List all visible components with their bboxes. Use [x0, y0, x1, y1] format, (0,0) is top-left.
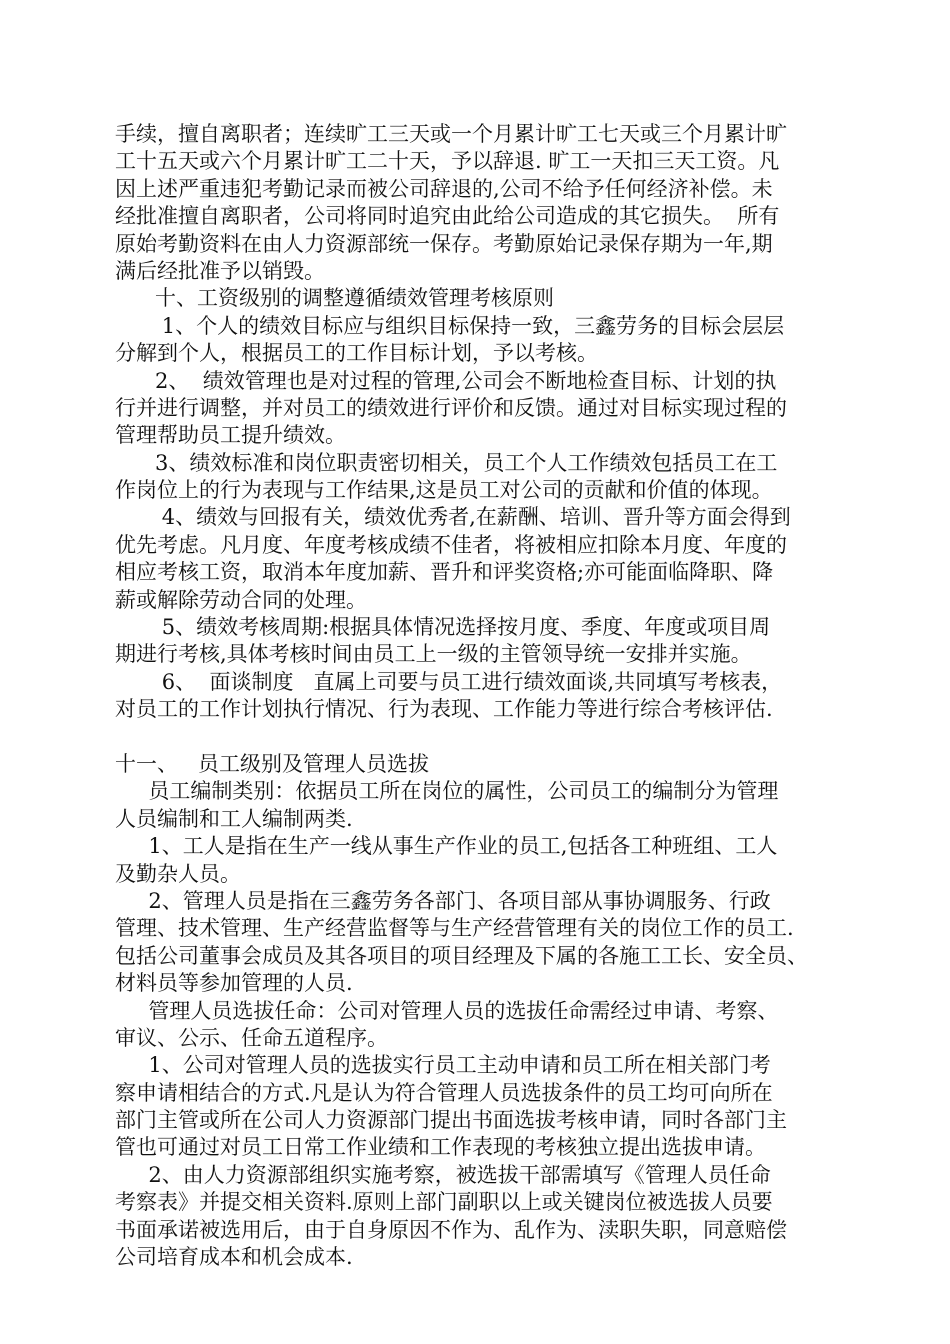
text-line: 相应考核工资，取消本年度加薪、晋升和评奖资格;亦可能面临降职、降 [115, 560, 774, 585]
text-line: 对员工的工作计划执行情况、行为表现、工作能力等进行综合考核评估. [115, 697, 773, 722]
text-line: 部门主管或所在公司人力资源部门提出书面选拔考核申请，同时各部门主 [115, 1108, 787, 1133]
text-line: 经批准擅自离职者，公司将同时追究由此给公司造成的其它损失。 所有 [115, 204, 780, 229]
text-line: 2、 绩效管理也是对过程的管理,公司会不断地检查目标、计划的执 [115, 368, 777, 393]
text-line: 管理人员选拔任命：公司对管理人员的选拔任命需经过申请、考察、 [115, 998, 779, 1023]
text-line: 满后经批准予以销毁。 [115, 258, 325, 283]
section-heading: 十、工资级别的调整遵循绩效管理考核原则 [115, 286, 555, 311]
text-line: 手续，擅自离职者；连续旷工三天或一个月累计旷工七天或三个月累计旷 [115, 122, 787, 146]
text-line: 管理、技术管理、生产经营监督等与生产经营管理有关的岗位工作的员工. [115, 916, 794, 941]
text-line: 管也可通过对员工日常工作业绩和工作表现的考核独立提出选拔申请。 [115, 1135, 766, 1160]
text-line: 原始考勤资料在由人力资源部统一保存。考勤原始记录保存期为一年,期 [115, 231, 773, 256]
text-line: 员工编制类别：依据员工所在岗位的属性，公司员工的编制分为管理 [115, 779, 779, 804]
section-heading: 十一、 员工级别及管理人员选拔 [115, 751, 430, 776]
text-line: 人员编制和工人编制两类. [115, 806, 353, 831]
text-line: 因上述严重违犯考勤记录而被公司辞退的,公司不给予任何经济补偿。未 [115, 176, 773, 201]
text-line: 1、个人的绩效目标应与组织目标保持一致，三鑫劳务的目标会层层 [115, 313, 785, 338]
text-line: 审议、公示、任命五道程序。 [115, 1025, 388, 1050]
document-body [115, 121, 845, 1271]
text-line: 材料员等参加管理的人员. [115, 971, 353, 996]
text-line: 1、工人是指在生产一线从事生产作业的员工,包括各工种班组、工人 [115, 834, 778, 859]
text-line: 2、管理人员是指在三鑫劳务各部门、各项目部从事协调服务、行政 [115, 888, 771, 913]
text-line: 及勤杂人员。 [115, 861, 241, 886]
text-line: 1、公司对管理人员的选拔实行员工主动申请和员工所在相关部门考 [115, 1053, 771, 1078]
text-line: 书面承诺被选用后，由于自身原因不作为、乱作为、渎职失职，同意赔偿 [115, 1217, 787, 1242]
text-line: 期进行考核,具体考核时间由员工上一级的主管领导统一安排并实施。 [115, 642, 752, 667]
text-line: 包括公司董事会成员及其各项目的项目经理及下属的各施工工长、安全员、 [115, 943, 808, 968]
text-line: 工十五天或六个月累计旷工二十天，予以辞退. 旷工一天扣三天工资。凡 [115, 149, 780, 174]
text-line: 分解到个人，根据员工的工作目标计划，予以考核。 [115, 341, 598, 366]
text-line: 公司培育成本和机会成本. [115, 1245, 353, 1270]
text-line: 考察表》并提交相关资料.原则上部门副职以上或关键岗位被选拔人员要 [115, 1190, 773, 1215]
text-line: 薪或解除劳动合同的处理。 [115, 587, 367, 612]
text-line: 2、由人力资源部组织实施考察，被选拔干部需填写《管理人员任命 [115, 1162, 771, 1187]
text-line: 行并进行调整，并对员工的绩效进行评价和反馈。通过对目标实现过程的 [115, 395, 787, 420]
text-line: 6、 面谈制度 直属上司要与员工进行绩效面谈,共同填写考核表， [115, 669, 783, 694]
text-line: 作岗位上的行为表现与工作结果,这是员工对公司的贡献和价值的体现。 [115, 478, 773, 503]
blank-line [115, 724, 845, 751]
text-line: 管理帮助员工提升绩效。 [115, 423, 346, 448]
text-line: 3、绩效标准和岗位职责密切相关，员工个人工作绩效包括员工在工 [115, 450, 778, 475]
text-line: 4、绩效与回报有关，绩效优秀者,在薪酬、培训、晋升等方面会得到 [115, 505, 791, 530]
text-line: 5、绩效考核周期:根据具体情况选择按月度、季度、年度或项目周 [115, 615, 771, 640]
text-line: 察申请相结合的方式.凡是认为符合管理人员选拔条件的员工均可向所在 [115, 1080, 773, 1105]
text-line: 优先考虑。凡月度、年度考核成绩不佳者，将被相应扣除本月度、年度的 [115, 532, 787, 557]
